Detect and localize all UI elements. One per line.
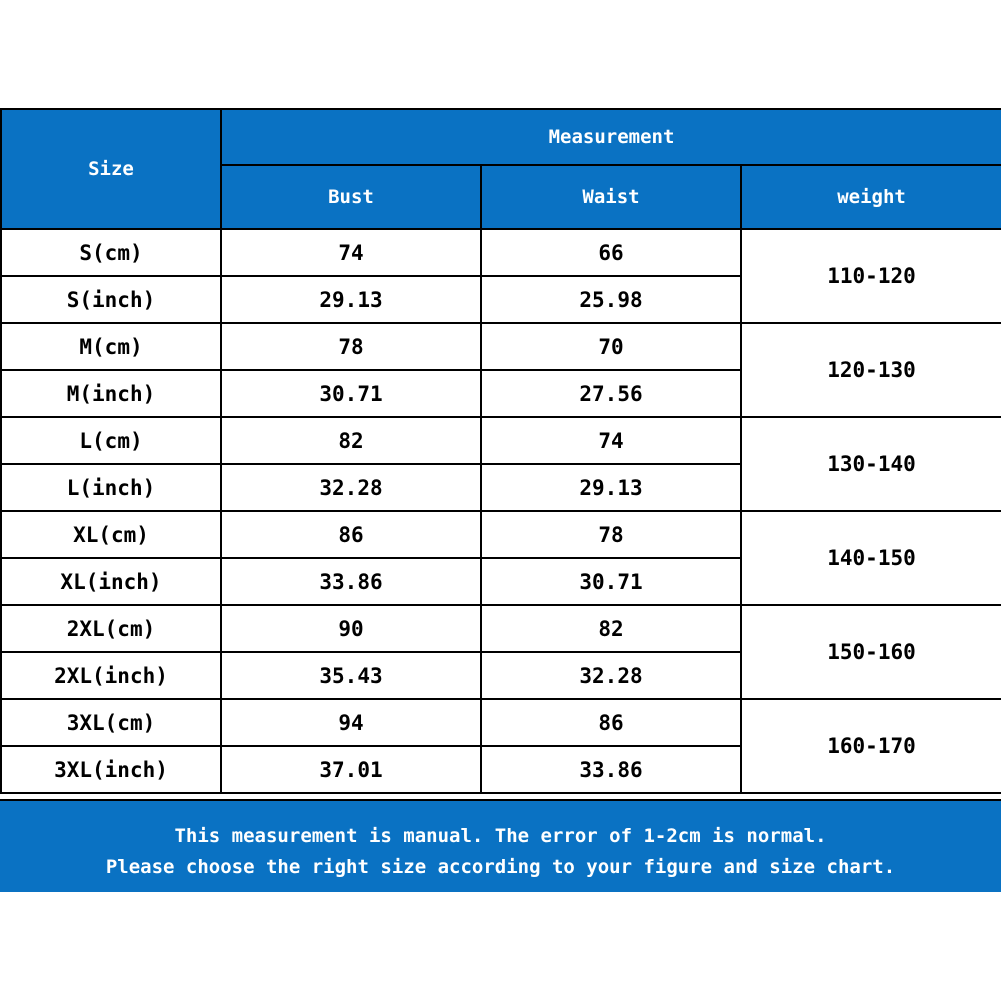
table-row [1, 699, 1001, 746]
bust-cell: 78 [221, 323, 481, 370]
bust-cell: 90 [221, 605, 481, 652]
measurement-header: Measurement [221, 109, 1001, 165]
bust-cell: 37.01 [221, 746, 481, 793]
size-header: Size [1, 109, 221, 229]
waist-header: Waist [481, 165, 741, 229]
weight-cell: 150-160 [741, 605, 1001, 699]
bust-cell: 30.71 [221, 370, 481, 417]
bust-cell: 94 [221, 699, 481, 746]
table-row [1, 605, 1001, 652]
size-cell: L(cm) [1, 417, 221, 464]
size-cell: S(cm) [1, 229, 221, 276]
table-row [1, 229, 1001, 276]
bust-cell: 29.13 [221, 276, 481, 323]
note-line-2: Please choose the right size according to your figure and size chart. [105, 856, 896, 878]
weight-cell: 140-150 [741, 511, 1001, 605]
table-row [1, 417, 1001, 464]
table-row [1, 323, 1001, 370]
table-row [1, 511, 1001, 558]
size-cell: 2XL(inch) [1, 652, 221, 699]
waist-cell: 86 [481, 699, 741, 746]
waist-cell: 25.98 [481, 276, 741, 323]
waist-cell: 33.86 [481, 746, 741, 793]
waist-cell: 32.28 [481, 652, 741, 699]
size-cell: XL(inch) [1, 558, 221, 605]
bust-cell: 33.86 [221, 558, 481, 605]
weight-cell: 110-120 [741, 229, 1001, 323]
size-table [0, 108, 1001, 794]
size-cell: 3XL(inch) [1, 746, 221, 793]
waist-cell: 27.56 [481, 370, 741, 417]
waist-cell: 66 [481, 229, 741, 276]
waist-cell: 74 [481, 417, 741, 464]
size-cell: XL(cm) [1, 511, 221, 558]
size-chart [0, 108, 1001, 794]
waist-cell: 70 [481, 323, 741, 370]
waist-cell: 30.71 [481, 558, 741, 605]
weight-header: weight [741, 165, 1001, 229]
waist-cell: 78 [481, 511, 741, 558]
size-cell: 3XL(cm) [1, 699, 221, 746]
bust-cell: 86 [221, 511, 481, 558]
note-line-1: This measurement is manual. The error of 1-2cm is normal. [174, 825, 827, 847]
waist-cell: 82 [481, 605, 741, 652]
size-cell: L(inch) [1, 464, 221, 511]
size-cell: S(inch) [1, 276, 221, 323]
measurement-note [0, 799, 1001, 892]
size-cell: M(cm) [1, 323, 221, 370]
bust-header: Bust [221, 165, 481, 229]
weight-cell: 130-140 [741, 417, 1001, 511]
size-cell: 2XL(cm) [1, 605, 221, 652]
bust-cell: 35.43 [221, 652, 481, 699]
bust-cell: 74 [221, 229, 481, 276]
waist-cell: 29.13 [481, 464, 741, 511]
weight-cell: 160-170 [741, 699, 1001, 793]
bust-cell: 32.28 [221, 464, 481, 511]
size-cell: M(inch) [1, 370, 221, 417]
weight-cell: 120-130 [741, 323, 1001, 417]
bust-cell: 82 [221, 417, 481, 464]
